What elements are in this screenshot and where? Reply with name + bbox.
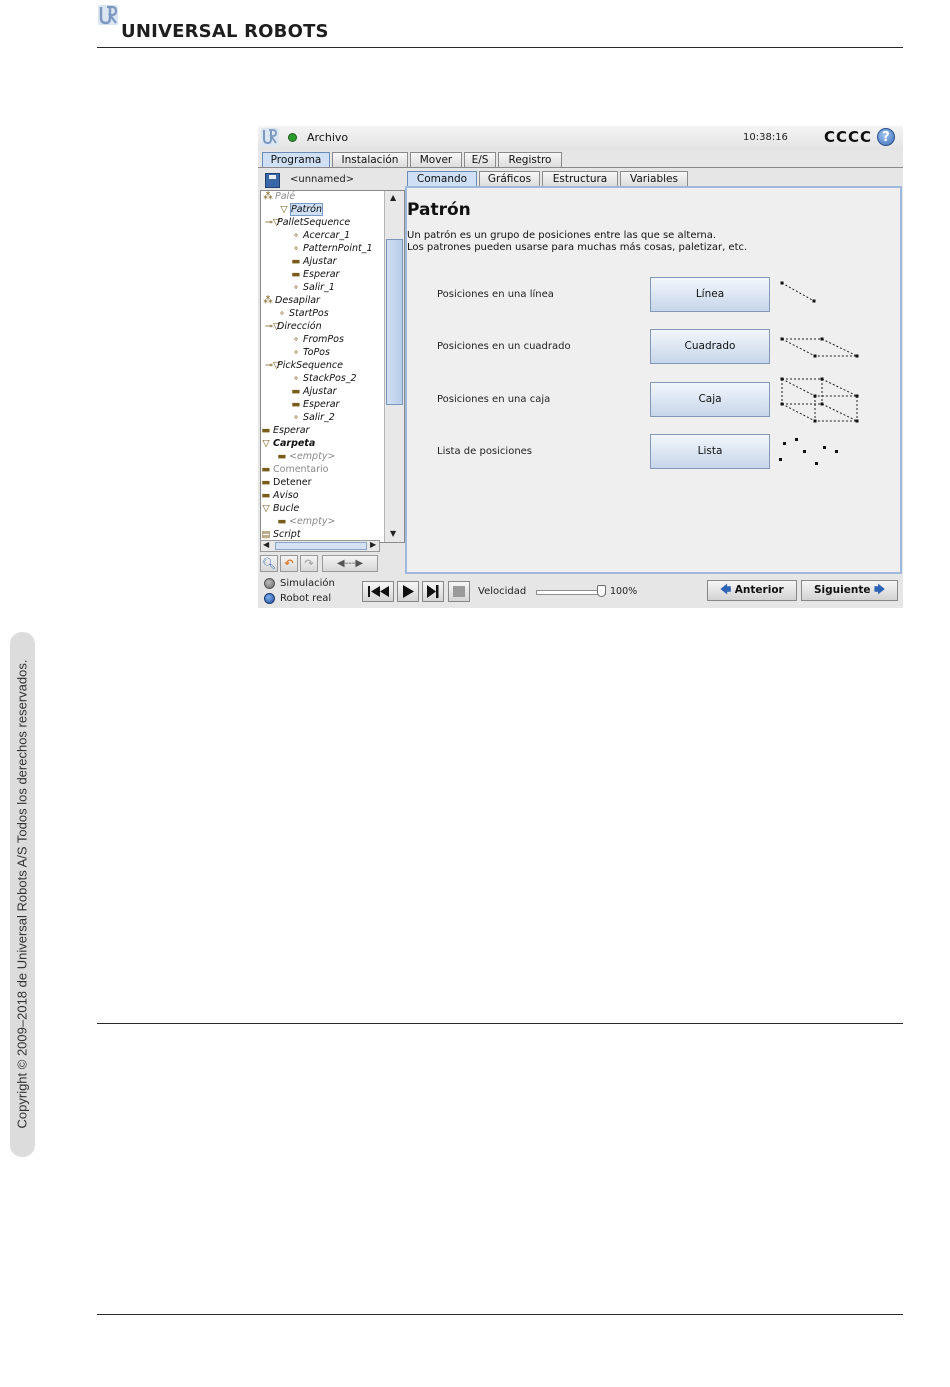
square-pattern-icon bbox=[779, 332, 859, 380]
description-line: Un patrón es un grupo de posiciones entre las que se alterna. bbox=[407, 230, 717, 241]
command-icon: ▬ bbox=[261, 425, 271, 436]
folder-icon: ▽ bbox=[280, 204, 288, 215]
tree-node[interactable]: ▽ Bucle bbox=[262, 503, 300, 514]
tree-node[interactable]: ⊸▽Dirección bbox=[265, 321, 322, 332]
robot-status-icon bbox=[288, 133, 297, 142]
list-button[interactable]: Lista bbox=[650, 434, 770, 469]
speed-value: 100% bbox=[610, 586, 638, 597]
top-bar bbox=[258, 126, 903, 150]
tree-node[interactable]: ▬ Detener bbox=[261, 477, 312, 488]
tab-instalacion[interactable]: Instalación bbox=[332, 152, 408, 167]
ur-logo-icon bbox=[97, 4, 119, 26]
stop-icon bbox=[449, 582, 469, 601]
previous-button[interactable]: 🡄 Anterior bbox=[707, 580, 797, 601]
waypoint-icon: ∘ bbox=[293, 282, 299, 293]
square-button[interactable]: Cuadrado bbox=[650, 329, 770, 364]
tree-node[interactable]: ∘ Salir_1 bbox=[291, 282, 335, 294]
tree-node[interactable]: ∘ ToPos bbox=[291, 347, 330, 359]
tree-scrollbar[interactable] bbox=[384, 191, 404, 542]
tab-divider bbox=[258, 167, 903, 168]
speed-slider[interactable] bbox=[536, 590, 606, 595]
box-pattern-icon bbox=[779, 376, 859, 424]
real-robot-label[interactable]: Robot real bbox=[280, 593, 332, 604]
list-pattern-icon bbox=[779, 434, 859, 482]
rewind-icon bbox=[363, 582, 393, 601]
command-icon: ▬ bbox=[291, 386, 301, 397]
row-label-square: Posiciones en un cuadrado bbox=[437, 341, 571, 352]
tree-node[interactable]: ∘ Salir_2 bbox=[291, 412, 335, 424]
tree-node[interactable]: ∘ StackPos_2 bbox=[291, 373, 357, 385]
simulation-label[interactable]: Simulación bbox=[280, 578, 335, 589]
bottom-rule bbox=[97, 1314, 903, 1315]
arrow-right-icon: 🡆 bbox=[874, 584, 885, 596]
scroll-left-icon[interactable]: ◀ bbox=[263, 540, 270, 549]
tree-node[interactable]: ▬ <empty> bbox=[277, 516, 336, 527]
clock: 10:38:16 bbox=[743, 132, 788, 143]
speed-label: Velocidad bbox=[478, 586, 527, 597]
command-icon: ▬ bbox=[261, 490, 271, 501]
search-icon[interactable]: 🔍︎ bbox=[260, 555, 278, 572]
description-line: Los patrones pueden usarse para muchas más cosas, paletizar, etc. bbox=[407, 242, 748, 253]
tree-node[interactable]: ⊸▽PickSequence bbox=[265, 360, 343, 371]
page-title: Patrón bbox=[407, 200, 471, 220]
tab-mover[interactable]: Mover bbox=[410, 152, 462, 167]
tree-node[interactable]: ▬ Esperar bbox=[291, 399, 340, 410]
tab-registro[interactable]: Registro bbox=[498, 152, 562, 167]
tree-node[interactable]: ⊸▽PalletSequence bbox=[265, 217, 351, 228]
footer-rule bbox=[97, 1023, 903, 1024]
stop-button[interactable] bbox=[448, 581, 470, 602]
tree-node[interactable]: ∘ StartPos bbox=[277, 308, 329, 320]
waypoint-icon: ∘ bbox=[293, 373, 299, 384]
waypoint-icon: ∘ bbox=[293, 243, 299, 254]
waypoint-icon: ∘ bbox=[293, 230, 299, 241]
row-label-box: Posiciones en una caja bbox=[437, 394, 551, 405]
tab-programa[interactable]: Programa bbox=[262, 152, 330, 167]
tree-node[interactable]: ▤ Script bbox=[261, 529, 301, 540]
folder-icon: ⊸▽ bbox=[265, 217, 281, 228]
tree-node[interactable]: ▬ Esperar bbox=[261, 425, 310, 436]
tab-variables[interactable]: Variables bbox=[620, 171, 688, 186]
line-button[interactable]: Línea bbox=[650, 277, 770, 312]
scroll-down-icon[interactable]: ▼ bbox=[390, 529, 397, 538]
tab-comando[interactable]: Comando bbox=[407, 171, 477, 186]
play-button[interactable] bbox=[397, 581, 419, 602]
step-button[interactable] bbox=[422, 581, 444, 602]
folder-icon: ⊸▽ bbox=[265, 321, 281, 332]
line-pattern-icon bbox=[779, 280, 859, 328]
scroll-thumb[interactable] bbox=[386, 239, 403, 405]
brand-wordmark: UNIVERSAL ROBOTS bbox=[121, 21, 329, 42]
row-label-list: Lista de posiciones bbox=[437, 446, 533, 457]
waypoint-icon: ∘ bbox=[293, 347, 299, 358]
command-icon: ▬ bbox=[277, 516, 287, 527]
tree-node[interactable]: ▬ Ajustar bbox=[291, 386, 337, 397]
folder-icon: ▽ bbox=[262, 503, 270, 514]
arrow-left-icon: 🡄 bbox=[720, 584, 732, 596]
tab-es[interactable]: E/S bbox=[464, 152, 496, 167]
tree-node[interactable]: ▬ <empty> bbox=[277, 451, 336, 462]
tree-node[interactable]: ∘ FromPos bbox=[291, 334, 344, 346]
play-icon bbox=[398, 582, 418, 601]
row-label-line: Posiciones en una línea bbox=[437, 289, 554, 300]
copyright-text: Copyright © 2009–2018 de Universal Robots A/S Todos los derechos reservados. bbox=[14, 659, 30, 1129]
tree-node[interactable]: ▽ Carpeta bbox=[262, 438, 316, 449]
simulation-radio[interactable] bbox=[264, 578, 275, 589]
hscroll-thumb[interactable] bbox=[275, 542, 367, 550]
header-rule bbox=[97, 47, 903, 48]
speed-slider-handle[interactable] bbox=[597, 585, 606, 597]
tab-estructura[interactable]: Estructura bbox=[542, 171, 618, 186]
command-panel bbox=[405, 186, 902, 574]
folder-icon: ▽ bbox=[262, 438, 270, 449]
tree-node[interactable]: ⁂ Desapilar bbox=[263, 295, 320, 306]
tree-node-selected[interactable]: ▽ Patrón bbox=[280, 204, 323, 215]
ur-logo-icon bbox=[261, 128, 279, 146]
pallet-icon: ⁂ bbox=[263, 191, 273, 202]
tree-hscrollbar[interactable] bbox=[260, 540, 380, 552]
command-icon: ▬ bbox=[291, 399, 301, 410]
robot-name: CCCC bbox=[824, 128, 873, 146]
pallet-icon: ⁂ bbox=[263, 295, 273, 306]
scroll-up-icon[interactable]: ▲ bbox=[390, 193, 397, 202]
redo-icon[interactable]: ↷ bbox=[300, 555, 318, 572]
next-button[interactable]: Siguiente 🡆 bbox=[801, 580, 898, 601]
file-menu[interactable]: Archivo bbox=[307, 131, 349, 144]
command-icon: ▬ bbox=[291, 269, 301, 280]
waypoint-icon: ∘ bbox=[279, 308, 285, 319]
box-button[interactable]: Caja bbox=[650, 382, 770, 417]
help-icon[interactable]: ? bbox=[877, 128, 895, 146]
command-icon: ▬ bbox=[261, 464, 271, 475]
scroll-right-icon[interactable]: ▶ bbox=[370, 540, 377, 549]
command-icon: ▬ bbox=[261, 477, 271, 488]
tree-node[interactable]: ▬ Ajustar bbox=[291, 256, 337, 267]
undo-icon[interactable]: ↶ bbox=[280, 555, 298, 572]
tree-node[interactable]: ⁂ Palé bbox=[263, 191, 296, 202]
step-icon bbox=[423, 582, 443, 601]
command-icon: ▬ bbox=[291, 256, 301, 267]
folder-icon: ⊸▽ bbox=[265, 360, 281, 371]
expand-collapse-icon[interactable]: ◀---▶ bbox=[322, 555, 378, 572]
script-icon: ▤ bbox=[261, 529, 271, 540]
waypoint-icon: ∘ bbox=[293, 334, 299, 345]
waypoint-icon: ∘ bbox=[293, 412, 299, 423]
tab-graficos[interactable]: Gráficos bbox=[479, 171, 540, 186]
program-name: <unnamed> bbox=[290, 174, 355, 185]
program-tree[interactable] bbox=[260, 190, 405, 543]
tree-node[interactable]: ▬ Comentario bbox=[261, 464, 329, 475]
tree-node[interactable]: ▬ Aviso bbox=[261, 490, 299, 501]
command-icon: ▬ bbox=[277, 451, 287, 462]
tree-node[interactable]: ∘ PatternPoint_1 bbox=[291, 243, 373, 255]
rewind-button[interactable] bbox=[362, 581, 394, 602]
real-robot-radio[interactable] bbox=[264, 593, 275, 604]
polyscope-window bbox=[258, 126, 903, 608]
tree-node[interactable]: ▬ Esperar bbox=[291, 269, 340, 280]
save-icon[interactable] bbox=[265, 173, 280, 188]
tree-node[interactable]: ∘ Acercar_1 bbox=[291, 230, 350, 242]
